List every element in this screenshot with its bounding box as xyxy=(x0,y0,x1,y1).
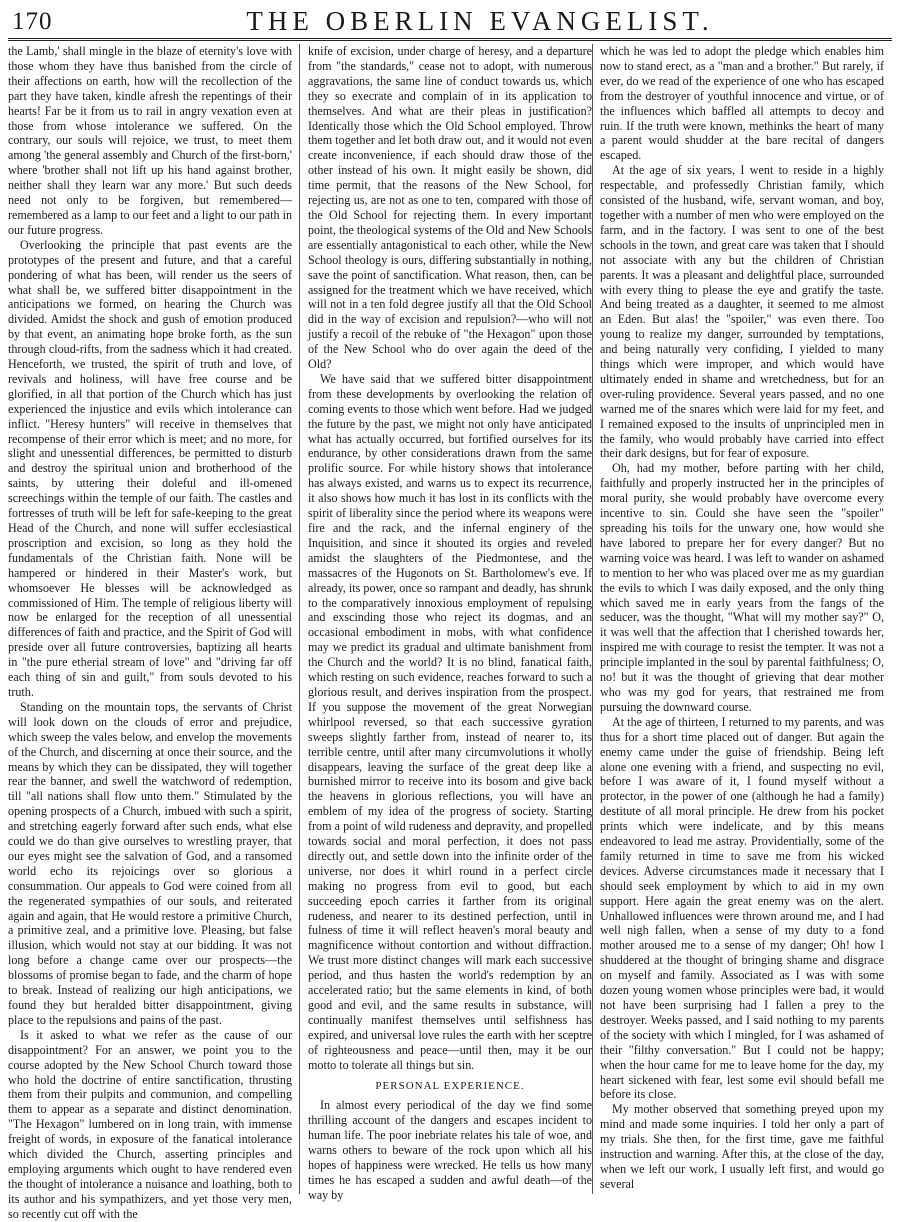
column-3 xyxy=(600,44,884,1200)
paragraph: Overlooking the principle that past events are the prototypes of the present and future, and that a careful pondering of what has been, will render us the seers of what shall be, we suffered bitter disappointment in the anticipations we formed, on hearing the Church was divided. Amidst the shock and gush of emotion produced by that event, an animating hope broke forth, as the sun through cloud-rifts, from the sadness which it had created. Henceforth, we trusted, the spirit of truth and love, of revivals and holiness, will have free course and be glorified, in all that portion of the Church which has just experienced the injustice and evils which intolerance can inflict. "Heresy hunters" will receive in themselves that recompense of their error which is meet; and no more, for slight and unessential differences, be permitted to disturb and destroy the spiritual union and brotherhood of the saints, by uttering their doleful and ill-omened screechings within the temple of our faith. The castles and fortresses of truth will be left for safe-keeping to the great Head of the Church, and none will suffer ecclesiastical proscription and excision, so long as they hold the fundamentals of the Christian faith. None will be hampered or hindered in their Master's work, but whomsoever He blesses will be acknowledged as commissioned of Him. The temple of religious liberty will now be enlarged for the reception of all unessential differences of faith and practice, and the Spirit of God will preside over all future controversies, baptizing all hearts in "the pure etherial stream of love" and "driving far off each thing of sin and guilt," from souls devoted to his truth. xyxy=(8,237,292,699)
paragraph: My mother observed that something preyed upon my mind and made some inquiries. I told her only a part of my trials. She then, for the first time, gave me faithful instruction and warning. After this, at the close of the day, when we left our work, I usually left first, and would go several xyxy=(600,1102,884,1191)
paragraph: the Lamb,' shall mingle in the blaze of eternity's love with those whom they have thus banished from the circle of their affections on earth, how will the recollection of the part they have taken, kindle afresh the repentings of their hearts! Far be it from us to rail in angry vexation even at those from whose intolerance we suffered. On the contrary, our souls will rejoice, we trust, to meet them among 'the general assembly and Church of the first-born,' where 'brother shall not lift up his hand against brother, neither shall they learn war any more.' But such deeds need not only to be forgiven, but remembered—remembered as a lamp to our feet and a light to our path in our future progress. xyxy=(8,44,292,237)
paragraph: which he was led to adopt the pledge which enables him now to stand erect, as a "man and a brother." But rarely, if ever, do we read of the experience of one who has escaped from the destroyer of youthful innocence and virtue, or of the influences which baffled all attempts to decoy and ruin. If the truth were known, methinks the heart of many a parent would shudder at the bare recital of dangers escaped. xyxy=(600,44,884,163)
section-heading: PERSONAL EXPERIENCE. xyxy=(375,1079,525,1092)
paragraph: knife of excision, under charge of heresy, and a departure from "the standards," cease not to adopt, with numerous aggravations, the same line of conduct towards us, which they so execrate and complain of in its application to themselves. And what are their pleas in justification? Identically those which the Old School employed. Throw them together and let both draw out, and it would not even create inconvenience, if each should draw those of the other instead of his own. It might easily be shown, did time permit, that the reasons of the New School, for rejecting us, are not as one to ten, compared with those of the Old School for rejecting them. In every important point, the theological systems of the Old and New Schools are essentially antagonistical to each other, while the New School theology is ours, differing substantially in nothing, save the point of sanctification. What reason, then, can be assigned for the treatment which we have received, which will not in a ten fold degree justify all that the Old School did in the way of excision and repulsion?—who will not justify a recoil of the rebuke of "the Hexagon" upon those of the New School who do over again the deed of the Old? xyxy=(308,44,592,372)
page-number: 170 xyxy=(12,8,53,35)
column-1 xyxy=(8,44,292,1221)
paragraph: Is it asked to what we refer as the cause of our disappointment? For an answer, we point you to the course adopted by the New School Church toward those who hold the doctrine of entire sanctification, thrusting them from their pulpits and communion, and compelling them to appear as a separate and distinct denomination. "The Hexagon" lumbered on in long train, with immense freight of words, in exposure of the fanatical intolerance which divided the Church, asserting principles and employing arguments which ought to have rendered even the thought of intolerance a nuisance and loathing, both to its author and his sympathizers, and yet those very men, so recently cut off with the xyxy=(8,1027,292,1221)
column-divider xyxy=(299,44,300,1194)
column-2 xyxy=(308,44,592,1200)
page-header xyxy=(8,6,892,36)
paragraph: We have said that we suffered bitter disappointment from these developments by overlooking the relation of coming events to those which went before. Had we judged the future by the past, we might not only have anticipated what has actually occurred, but fortified ourselves for its endurance, by other considerations drawn from the same prolific source. For while history shows that intolerance has always existed, and warns us to expect its recurrence, it also shows how much it has lost in its conflicts with the spirit of liberality since the period where its weapons were fire and the rack, and the infernal enginery of the Inquisition, and since it shouted its orgies and reveled amidst the slaughters of the Piedmontese, and the massacres of the Hugonots on St. Bartholomew's eve. If already, its power, once so rampant and deadly, has shrunk to the comparatively innoxious employment of repulsing and exscinding those who reject its dogmas, and an occasional embodiment in mobs, with what confidence may we predict its gradual and ultimate banishment from the Church and the world? It is no blind, fanatical faith, which resting on such evidence, reaches forward to such a glorious result, and derives inspiration from the prospect. If you suppose the movement of the great Norwegian whirlpool reversed, so that each successive gyration sweeps slightly farther from, instead of nearer to, its terrible centre, until after many circumvolutions it wholly disappears, leaving the surface of the great deep like a burnished mirror to receive into its bosom and give back the heavens in glorious reflections, you will have an emblem of my idea of the progress of society. Starting from a point of wild rudeness and depravity, and propelled towards social and moral perfection, it does not pass directly out, and settle down into the infinite order of the universe, nor does it whirl round in a perfect circle making no progress from evil to good, but each succeeding epoch carries it farther from its original rudeness, and nearer to its destined perfection, until in fulness of time it will reflect heaven's moral beauty and magnificence without contortion and without diffraction. We trust more distinct changes will mark each successive period, and thus hasten the world's redemption by an accelerated ratio; but the same elements in kind, of both good and evil, and the same results in substance, will continually manifest themselves until selfishness has expired, and universal love rules the earth with her sceptre of righteousness and peace—until then, may it be our motto to tolerate all things but sin. xyxy=(308,371,592,1072)
paragraph: Oh, had my mother, before parting with her child, faithfully and properly instructed her in the principles of moral purity, she would probably have overcome every incentive to sin. Could she have seen the "spoiler" spreading his toils for the unwary one, how would she have labored to prepare her for every danger? But no warning voice was heard. I was left to wander on ashamed to mention to her who was placed over me as my guardian the evils to which I was daily exposed, and the only thing which saved me in early years from the fangs of the seducer, was the thought, "What will my mother say?" O, it was well that the affection that I cherished towards her, inspired me with courage to resist the tempter. It was not a principle implanted in the soul by parental faithfulness; O, no! but it was the thought of grieving that dear mother who was my god for years, that restrained me from pursuing the downward course. xyxy=(600,461,884,714)
masthead-title: THE OBERLIN EVANGELIST. xyxy=(246,6,714,36)
paragraph: At the age of six years, I went to reside in a highly respectable, and professedly Christian family, which consisted of the husband, wife, servant woman, and boy, together with a number of men who were employed on the farm, and in the factory. I was sent to one of the best schools in the town, and great care was taken that I should not associate with any but the children of Christian parents. It was a pleasant and delightful place, surrounded with every thing to please the eye and gratify the taste. And being treated as a daughter, it seemed to me almost an Eden. But alas! the "spoiler," was even there. Too young to realize my danger, surrounded by temptations, and being naturally very confiding, I yielded to many things which were improper, and which would have ultimately ended in shame and wretchedness, but for an over-ruling providence. Several years passed, and no one warned me of the snares which were laid for my feet, and I remained exposed to the insults of unprincipled men in the family, who would probably have carried into effect their dark designs, but for fear of exposure. xyxy=(600,163,884,461)
paragraph: In almost every periodical of the day we find some thrilling account of the dangers and escapes incident to human life. The poor inebriate relates his tale of woe, and warns others to beware of the rock upon which all his hopes of happiness were wrecked. He tells us how many times he has escaped a sudden and awful death—of the way by xyxy=(308,1098,592,1202)
paragraph: Standing on the mountain tops, the servants of Christ will look down on the clouds of error and prejudice, which sweep the vales below, and envelop the movements of the Church, and discerning at once their source, and the means by which they can be dissipated, they will together rear the banner, and swell the watchword of redemption, till "all nations shall flow unto them." Stimulated by the opening prospects of a Church, imbued with such a spirit, and stretching eagerly forward after such ends, what else could we do than give ourselves to wrestling prayer, that our eyes might see the salvation of God, and a ransomed world echo its rejoicings over so glorious a consummation. Our appeals to God were coined from all the regenerated sympathies of our souls, and reiterated again and again, that He would restore a primitive Church, a primitive zeal, and a primitive love. Pleasing, but false illusion, which would not stay at our bidding. It was not long before a change came over our prospects—the blossoms of promise began to fade, and the charm of hope to break. Instead of realizing our high anticipations, we found they but heralded bitter disappointment, giving place to the repulsions and pains of the past. xyxy=(8,699,292,1027)
paragraph: At the age of thirteen, I returned to my parents, and was thus for a short time placed out of danger. But again the enemy came under the guise of friendship. Being left alone one evening with a friend, and suspecting no evil, before I was aware of it, I found myself without a protector, in the power of one (although he had a family) destitute of all moral principle. He drew from his pocket prints which were indelicate, and by this means endeavored to lead me astray. Providentially, some of the family returned in time to save me from his wicked devices. Adverse circumstances made it necessary that I should seek employment by which to aid in my own support. Here again the great enemy was on the alert. Unhallowed influences were thrown around me, and I had well nigh fallen, when a sense of my duty to a fond mother aroused me to a sense of my danger; Oh! how I shuddered at the thought of bringing shame and disgrace on myself and family. Associated as I was with some dozen young women whose principles were bad, it would not have been surprising had I fallen a prey to the destroyer. Weeks passed, and I said nothing to my parents of the society with which I mingled, for I was ashamed of their "filthy conversation." But I could not be happy; when the hour came for me to leave home for the day, my heart sickened with fear, lest some evil should befall me before its close. xyxy=(600,714,884,1102)
column-divider xyxy=(592,44,593,1194)
